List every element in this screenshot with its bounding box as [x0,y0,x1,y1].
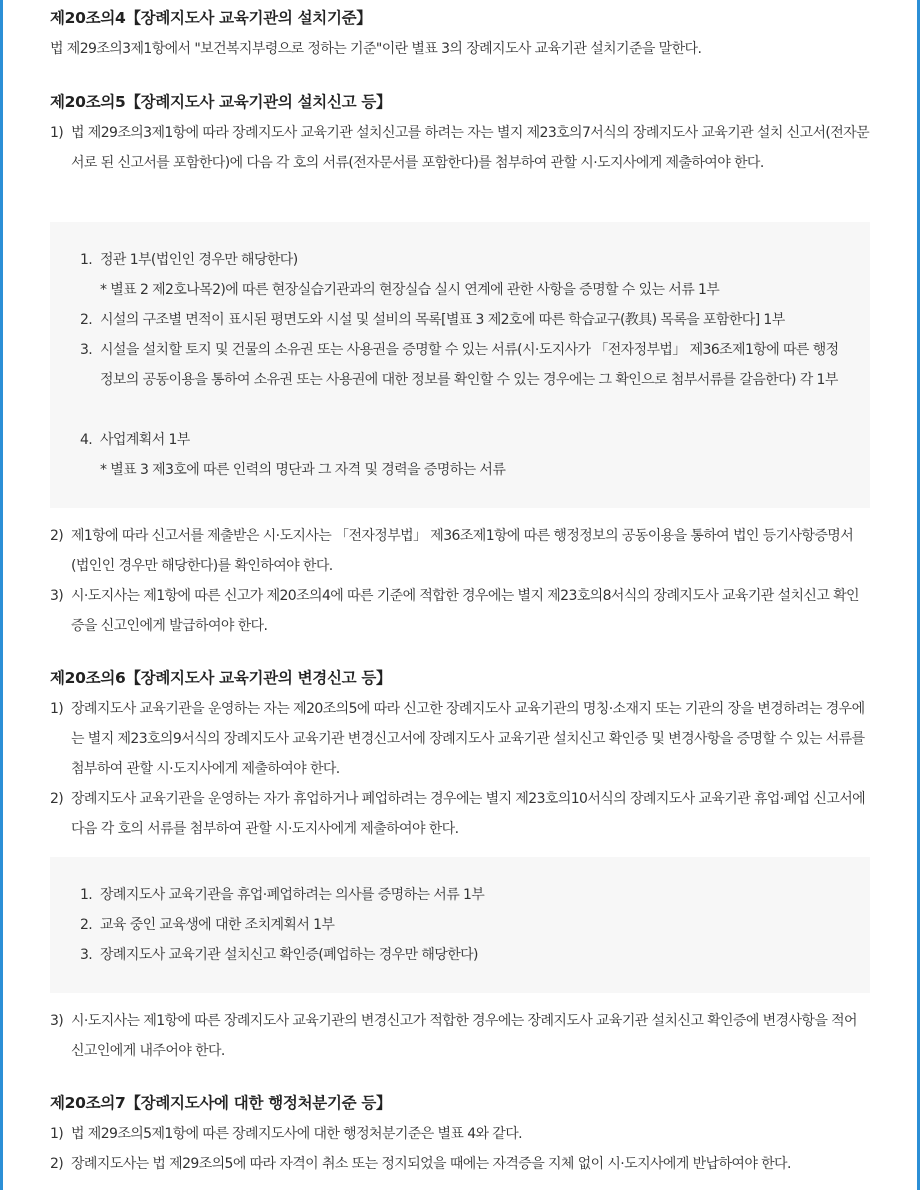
article-20-5-attachments-box [50,222,870,508]
item-number: 2. [80,312,93,328]
item-text: 장례지도사 교육기관 설치신고 확인증(폐업하는 경우만 해당한다) [100,947,478,963]
item-number: 2) [50,1156,64,1172]
article-20-7-title: 제20조의7【장례지도사에 대한 행정처분기준 등】 [50,1094,392,1112]
article-20-5-item-1 [50,118,870,178]
item-text: 법 제29조의3제1항에 따라 장례지도사 교육기관 설치신고를 하려는 자는 별지 제23호의7서식의 장례지도사 교육기관 설치 신고서(전자문서로 된 신고서를 포함한다)에 다음 각 호의 서류(전자문서를 포함한다)를 첨부하여 관할 시·도지사에게 제출하여야 한다. [71,125,870,171]
article-20-6-item-1 [50,694,870,784]
article-20-6-title: 제20조의6【장례지도사 교육기관의 변경신고 등】 [50,669,392,687]
item-text: 시·도지사는 제1항에 따른 장례지도사 교육기관의 변경신고가 적합한 경우에는 장례지도사 교육기관 설치신고 확인증에 변경사항을 적어 신고인에게 내주어야 한다. [71,1013,857,1059]
item-text: 시·도지사는 제1항에 따른 신고가 제20조의4에 따른 기준에 적합한 경우에는 별지 제23호의8서식의 장례지도사 교육기관 설치신고 확인증을 신고인에게 발급하여야 한다. [71,588,859,634]
attachment-item-3 [80,335,850,395]
item-number: 1) [50,125,64,141]
attachment-note-1: * 별표 2 제2호나목2)에 따른 현장실습기관과의 현장실습 실시 연계에 관한 사항을 증명할 수 있는 서류 1부 [100,282,720,298]
item-text: 장례지도사 교육기관을 운영하는 자는 제20조의5에 따라 신고한 장례지도사 교육기관의 명칭·소재지 또는 기관의 장을 변경하려는 경우에는 별지 제23호의9서식의 장례지도사 교육기관 변경신고서에 장례지도사 교육기관 설치신고 확인증 및 변경사항을 증명할 수 있는 서류를 첨부하여 관할 시·도지사에게 제출하여야 한다. [71,701,865,777]
attachment-note-2: * 별표 3 제3호에 따른 인력의 명단과 그 자격 및 경력을 증명하는 서류 [100,462,506,478]
item-number: 1) [50,701,64,717]
attachment-item-2 [80,305,850,335]
item-number: 4. [80,432,93,448]
item-number: 1. [80,887,93,903]
attachment-item-1 [80,245,850,275]
item-text: 장례지도사 교육기관을 운영하는 자가 휴업하거나 폐업하려는 경우에는 별지 제23호의10서식의 장례지도사 교육기관 휴업·폐업 신고서에 다음 각 호의 서류를 첨부하여 관할 시·도지사에게 제출하여야 한다. [71,791,866,837]
article-20-4-body: 법 제29조의3제1항에서 "보건복지부령으로 정하는 기준"이란 별표 3의 장례지도사 교육기관 설치기준을 말한다. [50,41,702,57]
article-20-7-item-1 [50,1119,870,1149]
item-text: 사업계획서 1부 [100,432,190,448]
article-20-6-item-3 [50,1006,870,1066]
article-20-5-item-2 [50,521,870,581]
article-20-6-item-2 [50,784,870,844]
item-text: 교육 중인 교육생에 대한 조치계획서 1부 [100,917,335,933]
item-text: 시설을 설치할 토지 및 건물의 소유권 또는 사용권을 증명할 수 있는 서류(시·도지사가 「전자정부법」 제36조제1항에 따른 행정정보의 공동이용을 통하여 소유권 또는 사용권에 대한 정보를 확인할 수 있는 경우에는 그 확인으로 첨부서류를 갈음한다) 각 1부 [100,342,839,388]
item-text: 장례지도사는 법 제29조의5에 따라 자격이 취소 또는 정지되었을 때에는 자격증을 지체 없이 시·도지사에게 반납하여야 한다. [71,1156,791,1172]
attachment-item-4 [80,425,850,455]
item-number: 2) [50,791,64,807]
item-number: 3. [80,342,93,358]
item-number: 2. [80,917,93,933]
article-20-5-title: 제20조의5【장례지도사 교육기관의 설치신고 등】 [50,93,392,111]
item-number: 2) [50,528,64,544]
item-number: 3) [50,588,64,604]
item-number: 3. [80,947,93,963]
item-text: 법 제29조의5제1항에 따른 장례지도사에 대한 행정처분기준은 별표 4와 같다. [71,1126,522,1142]
item-text: 시설의 구조별 면적이 표시된 평면도와 시설 및 설비의 목록[별표 3 제2호에 따른 학습교구(教具) 목록을 포함한다] 1부 [100,312,785,328]
attachment-item-2 [80,910,850,940]
article-20-6-attachments-box [50,857,870,993]
attachment-item-1 [80,880,850,910]
item-text: 정관 1부(법인인 경우만 해당한다) [100,252,298,268]
article-20-4-title: 제20조의4【장례지도사 교육기관의 설치기준】 [50,9,372,27]
article-20-7-item-2 [50,1149,870,1179]
item-text: 장례지도사 교육기관을 휴업·폐업하려는 의사를 증명하는 서류 1부 [100,887,485,903]
item-number: 1. [80,252,93,268]
article-20-5-item-3 [50,581,870,641]
item-number: 3) [50,1013,64,1029]
item-number: 1) [50,1126,64,1142]
item-text: 제1항에 따라 신고서를 제출받은 시·도지사는 「전자정부법」 제36조제1항에 따른 행정정보의 공동이용을 통하여 법인 등기사항증명서(법인인 경우만 해당한다)를 확인하여야 한다. [71,528,854,574]
attachment-item-3 [80,940,850,970]
